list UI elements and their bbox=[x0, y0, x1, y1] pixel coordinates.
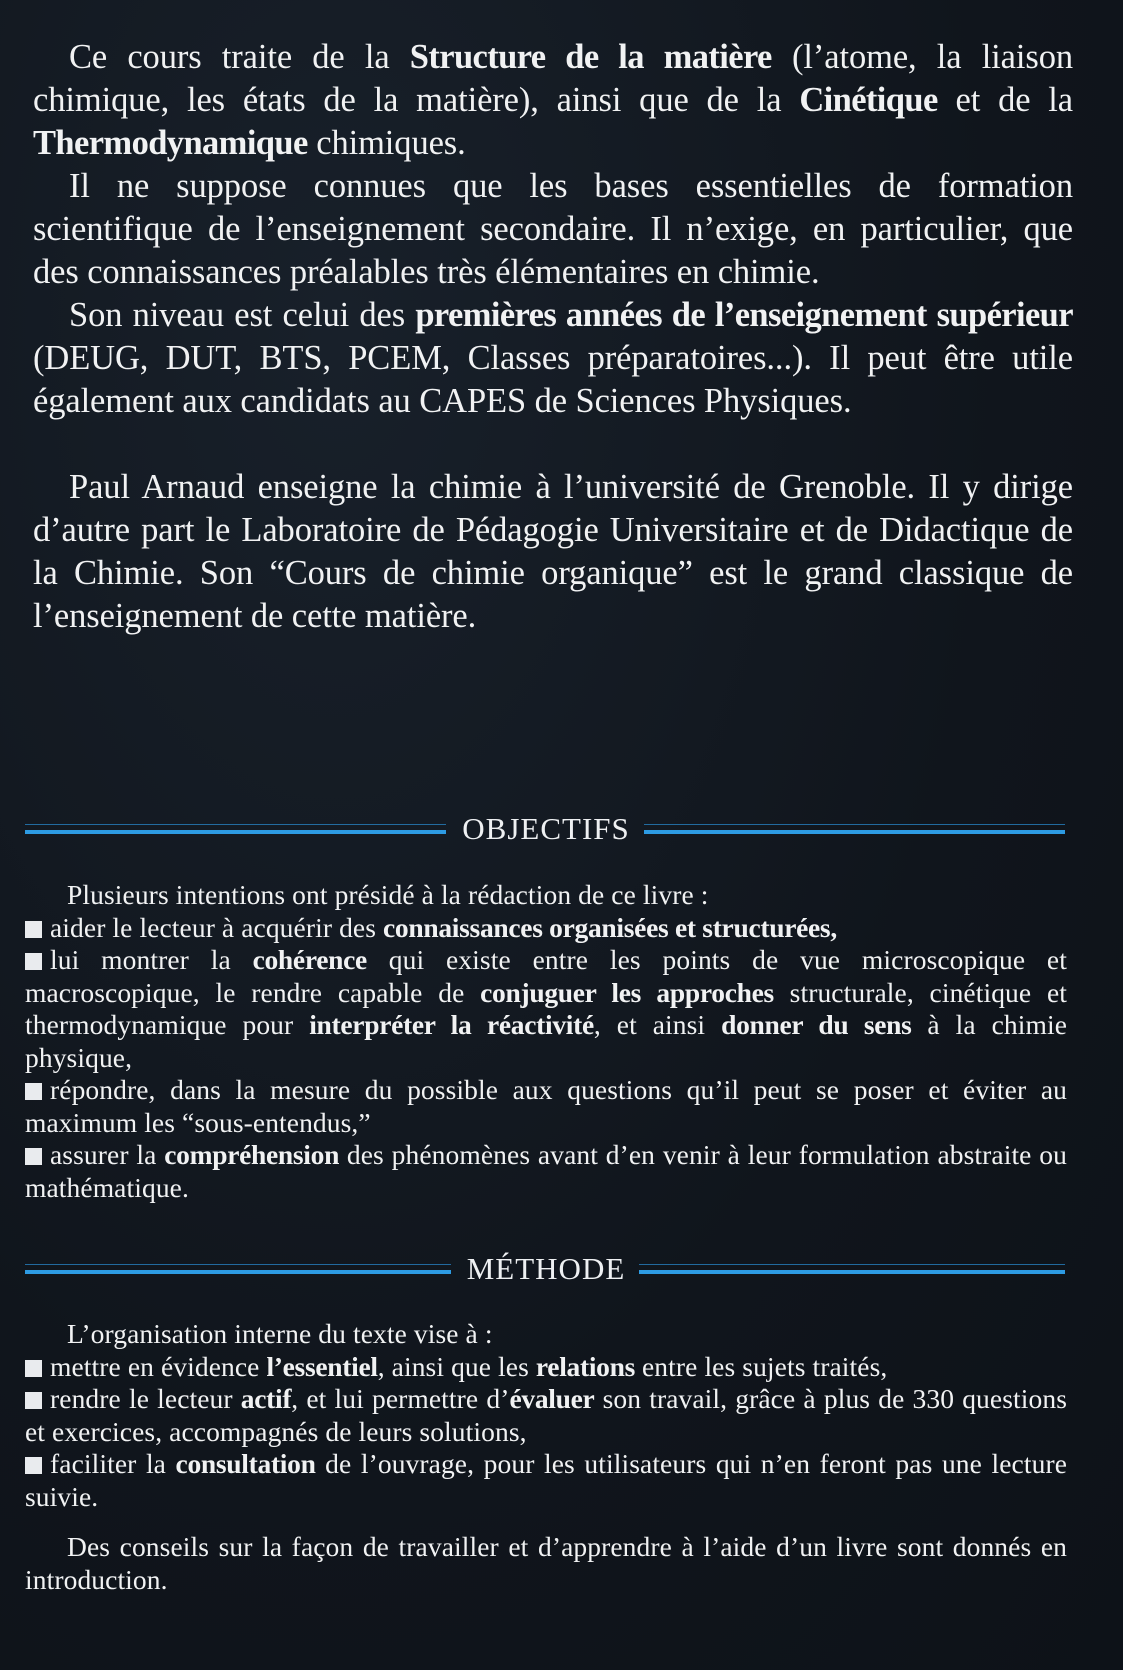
square-bullet-icon bbox=[25, 953, 42, 970]
divider-rule-right bbox=[639, 1262, 1065, 1276]
item-text-span: qui existe entre les points de vue microscopique et macroscopique, le rendre capable de bbox=[25, 944, 1067, 1008]
intro-bold-span: Thermodynamique bbox=[33, 124, 308, 162]
intro-text-span: chimiques. bbox=[307, 124, 466, 162]
objectifs-section bbox=[25, 879, 1067, 1204]
square-bullet-icon bbox=[25, 1083, 42, 1100]
divider-rule-right bbox=[644, 822, 1065, 836]
item-text-span: lui montrer la bbox=[50, 944, 253, 975]
methode-section bbox=[25, 1318, 1067, 1596]
methode-item bbox=[25, 1351, 1067, 1384]
item-bold-span: consultation bbox=[175, 1448, 316, 1479]
item-bold-span: connaissances organisées et structurées, bbox=[383, 911, 837, 943]
item-text-span: , et lui permettre d’ bbox=[291, 1383, 510, 1414]
objectifs-item bbox=[25, 912, 1067, 945]
square-bullet-icon bbox=[25, 1360, 42, 1377]
intro-text-span: (l’atome, la liaison chimique, les états de la matière), ainsi que de la bbox=[33, 38, 1073, 119]
item-bold-span: cohérence bbox=[252, 944, 367, 975]
item-text-span: à la chimie physique, bbox=[25, 1009, 1068, 1073]
item-text-span: assurer la bbox=[50, 1139, 165, 1170]
item-text-span: répondre, dans la mesure du possible aux questions qu’il peut se poser et éviter au maximum les “sous-entendus,” bbox=[25, 1074, 1067, 1138]
square-bullet-icon bbox=[25, 921, 42, 938]
intro-paragraph-3 bbox=[33, 294, 1073, 423]
item-text-span: rendre le lecteur bbox=[50, 1383, 241, 1414]
item-bold-span: compréhension bbox=[164, 1139, 340, 1170]
methode-item bbox=[25, 1448, 1067, 1513]
item-text-span: de l’ouvrage, pour les utilisateurs qui n’en feront pas une lecture suivie. bbox=[25, 1448, 1068, 1512]
item-bold-span: conjuguer les approches bbox=[480, 976, 774, 1008]
intro-text bbox=[33, 36, 1073, 638]
divider-rule-left bbox=[25, 1262, 451, 1276]
intro-bold-span: Structure de la matière bbox=[409, 38, 772, 76]
item-bold-span: interpréter la réactivité bbox=[309, 1009, 594, 1040]
divider-rule-left bbox=[25, 822, 446, 836]
methode-item bbox=[25, 1383, 1067, 1448]
objectifs-divider bbox=[25, 812, 1065, 846]
methode-heading: MÉTHODE bbox=[466, 1251, 626, 1286]
methode-closing: Des conseils sur la façon de travailler et d’apprendre à l’aide d’un livre sont donnés en introduction. bbox=[25, 1531, 1067, 1595]
item-text-span: des phénomènes avant d’en venir à leur formulation abstraite ou mathématique. bbox=[25, 1139, 1067, 1203]
square-bullet-icon bbox=[25, 1148, 42, 1165]
intro-bold-span: Cinétique bbox=[799, 81, 938, 119]
item-bold-span: donner du sens bbox=[721, 1009, 912, 1040]
item-bold-span: évaluer bbox=[509, 1383, 595, 1414]
item-text-span: aider le lecteur à acquérir des bbox=[50, 911, 383, 943]
intro-text-span: Son niveau est celui des bbox=[69, 296, 416, 334]
intro-bold-span: premières années de l’enseignement supérieur bbox=[415, 296, 1073, 334]
square-bullet-icon bbox=[25, 1392, 42, 1409]
item-bold-span: relations bbox=[535, 1350, 636, 1382]
intro-text-span: et de la bbox=[937, 81, 1073, 119]
intro-text-span: (DEUG, DUT, BTS, PCEM, Classes préparatoires...). Il peut être utile également aux candidats au CAPES de Sciences Physiques. bbox=[33, 339, 1073, 420]
item-text-span: , et ainsi bbox=[593, 1009, 722, 1040]
objectifs-item bbox=[25, 1074, 1067, 1139]
item-text-span: , ainsi que les bbox=[377, 1350, 536, 1382]
intro-paragraph-1 bbox=[33, 36, 1073, 165]
intro-text-span: Ce cours traite de la bbox=[69, 38, 410, 76]
item-bold-span: l’essentiel bbox=[266, 1350, 378, 1382]
item-text-span: faciliter la bbox=[50, 1448, 176, 1479]
objectifs-item bbox=[25, 944, 1067, 1074]
objectifs-item bbox=[25, 1139, 1067, 1204]
methode-divider bbox=[25, 1252, 1065, 1286]
author-bio: Paul Arnaud enseigne la chimie à l’université de Grenoble. Il y dirige d’autre part le Laboratoire de Pédagogie Universitaire et de Didactique de la Chimie. Son “Cours de chimie organique” est le grand classique de l’enseignement de cette matière. bbox=[33, 468, 1073, 635]
item-text-span: structurale, cinétique et thermodynamique pour bbox=[25, 976, 1067, 1040]
item-bold-span: actif bbox=[240, 1383, 292, 1414]
item-text-span: mettre en évidence bbox=[50, 1350, 267, 1382]
objectifs-lead: Plusieurs intentions ont présidé à la rédaction de ce livre : bbox=[67, 879, 709, 910]
objectifs-heading: OBJECTIFS bbox=[462, 811, 630, 846]
intro-paragraph-2: Il ne suppose connues que les bases essentielles de formation scientifique de l’enseignement secondaire. Il n’exige, en particulier, que des connaissances préalables très élémentaires en chimie. bbox=[33, 167, 1073, 291]
item-text-span: son travail, grâce à plus de 330 questions et exercices, accompagnés de leurs solutions, bbox=[25, 1383, 1067, 1447]
item-text-span: entre les sujets traités, bbox=[635, 1350, 888, 1382]
square-bullet-icon bbox=[25, 1457, 42, 1474]
methode-lead: L’organisation interne du texte vise à : bbox=[67, 1318, 493, 1349]
